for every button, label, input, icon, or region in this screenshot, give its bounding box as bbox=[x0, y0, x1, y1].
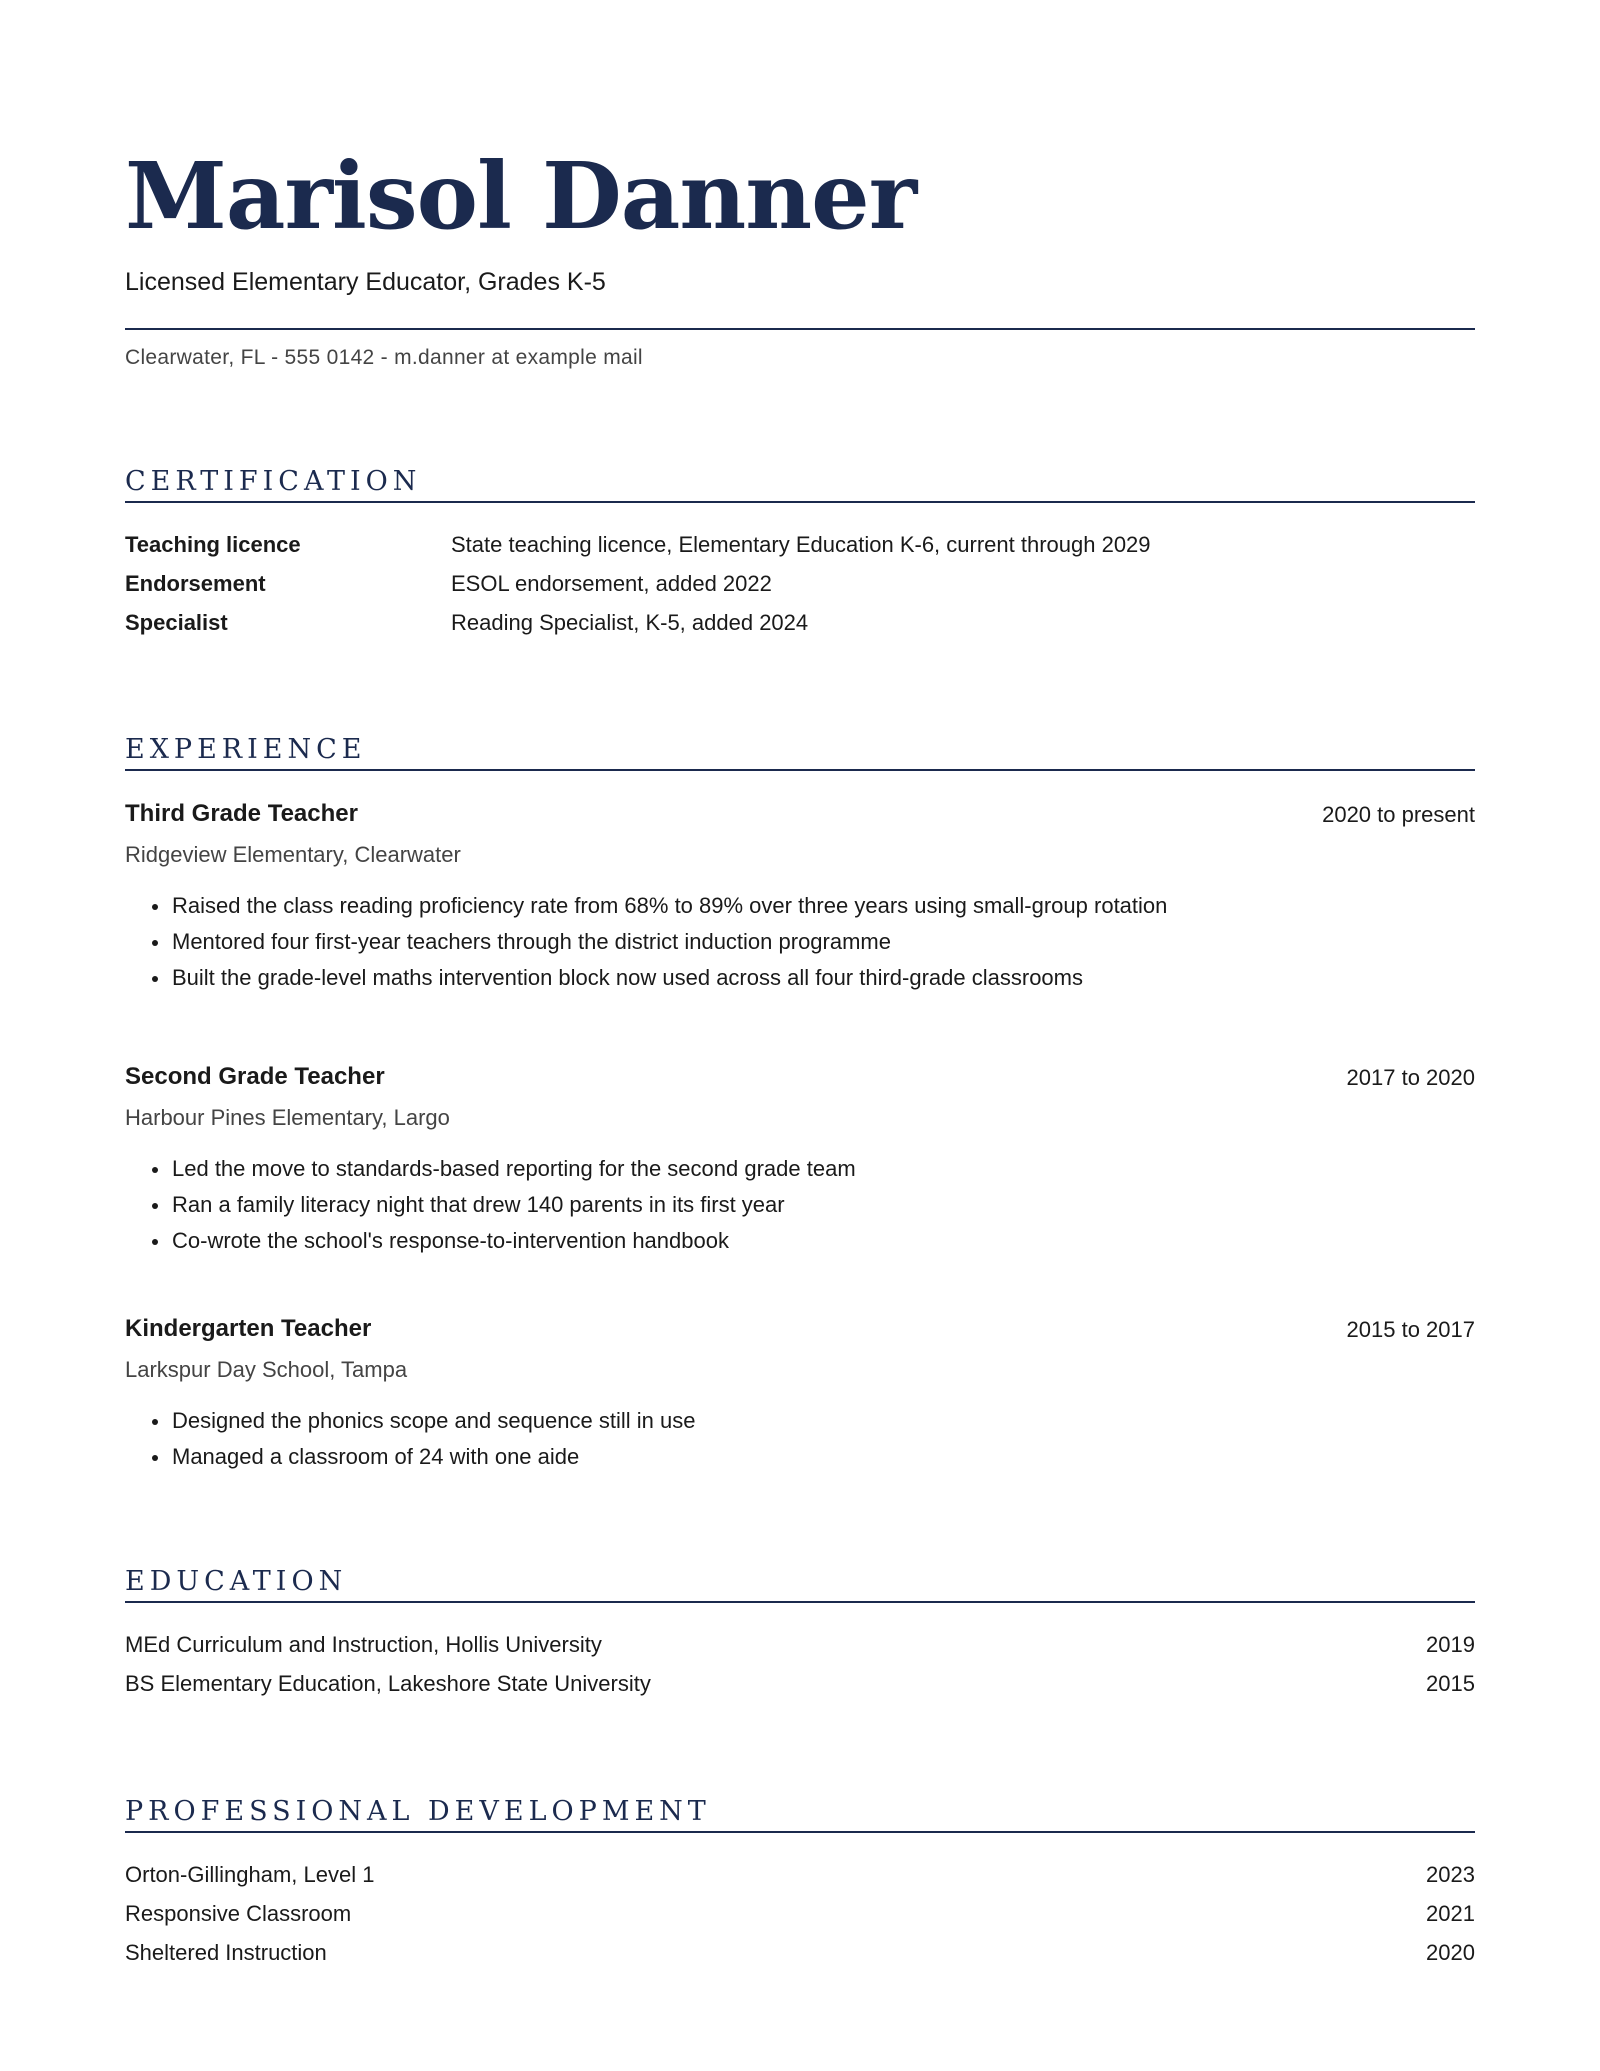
development-row bbox=[125, 1901, 1475, 1937]
contact-line: Clearwater, FL - 555 0142 - m.danner at example mail bbox=[125, 346, 643, 369]
job-dates: 2017 to 2020 bbox=[1346, 1065, 1475, 1090]
job-title: Third Grade Teacher bbox=[125, 800, 358, 827]
certification-value: ESOL endorsement, added 2022 bbox=[451, 571, 772, 596]
certification-value: State teaching licence, Elementary Education K-6, current through 2029 bbox=[451, 532, 1151, 557]
development-year: 2023 bbox=[1426, 1862, 1475, 1887]
development-course: Responsive Classroom bbox=[125, 1901, 352, 1926]
development-course: Orton-Gillingham, Level 1 bbox=[125, 1862, 375, 1887]
certification-value: Reading Specialist, K-5, added 2024 bbox=[451, 610, 809, 635]
section-title-experience: EXPERIENCE bbox=[125, 734, 367, 765]
education-year: 2015 bbox=[1426, 1671, 1475, 1696]
certification-label: Endorsement bbox=[125, 571, 266, 596]
education-degree: MEd Curriculum and Instruction, Hollis University bbox=[125, 1632, 602, 1657]
certification-label: Specialist bbox=[125, 610, 228, 635]
education-degree: BS Elementary Education, Lakeshore State University bbox=[125, 1671, 651, 1696]
job-bullet: Built the grade-level maths intervention block now used across all four third-grade classrooms bbox=[125, 960, 1167, 996]
job-bullet: Designed the phonics scope and sequence still in use bbox=[125, 1403, 695, 1439]
education-year: 2019 bbox=[1426, 1632, 1475, 1657]
job-bullet: Led the move to standards-based reporting for the second grade team bbox=[125, 1151, 856, 1187]
header-divider bbox=[125, 328, 1475, 330]
candidate-name: Marisol Danner bbox=[125, 142, 917, 250]
candidate-subtitle: Licensed Elementary Educator, Grades K-5 bbox=[125, 268, 606, 296]
job-bullets bbox=[125, 1403, 695, 1475]
job-organization: Larkspur Day School, Tampa bbox=[125, 1357, 408, 1382]
job-title: Second Grade Teacher bbox=[125, 1063, 385, 1090]
section-divider-certification bbox=[125, 501, 1475, 503]
job-bullets bbox=[125, 888, 1167, 996]
section-divider-education bbox=[125, 1601, 1475, 1603]
education-row bbox=[125, 1632, 1475, 1668]
development-year: 2021 bbox=[1426, 1901, 1475, 1926]
job-bullet: Mentored four first-year teachers through the district induction programme bbox=[125, 924, 1167, 960]
certification-label: Teaching licence bbox=[125, 532, 301, 557]
development-row bbox=[125, 1940, 1475, 1976]
job-bullets bbox=[125, 1151, 856, 1259]
job-organization: Harbour Pines Elementary, Largo bbox=[125, 1105, 450, 1130]
job-title: Kindergarten Teacher bbox=[125, 1315, 372, 1342]
job-organization: Ridgeview Elementary, Clearwater bbox=[125, 842, 461, 867]
development-course: Sheltered Instruction bbox=[125, 1940, 327, 1965]
job-dates: 2020 to present bbox=[1322, 802, 1475, 827]
development-row bbox=[125, 1862, 1475, 1898]
job-bullet: Raised the class reading proficiency rate from 68% to 89% over three years using small-group rotation bbox=[125, 888, 1167, 924]
job-bullet: Co-wrote the school's response-to-intervention handbook bbox=[125, 1223, 856, 1259]
section-title-education: EDUCATION bbox=[125, 1566, 348, 1597]
job-bullet: Ran a family literacy night that drew 140 parents in its first year bbox=[125, 1187, 856, 1223]
job-bullet: Managed a classroom of 24 with one aide bbox=[125, 1439, 695, 1475]
job-dates: 2015 to 2017 bbox=[1346, 1317, 1475, 1342]
section-divider-professional-development bbox=[125, 1831, 1475, 1833]
education-row bbox=[125, 1671, 1475, 1707]
section-title-professional-development: PROFESSIONAL DEVELOPMENT bbox=[125, 1796, 711, 1827]
section-title-certification: CERTIFICATION bbox=[125, 466, 422, 497]
section-divider-experience bbox=[125, 769, 1475, 771]
development-year: 2020 bbox=[1426, 1940, 1475, 1965]
